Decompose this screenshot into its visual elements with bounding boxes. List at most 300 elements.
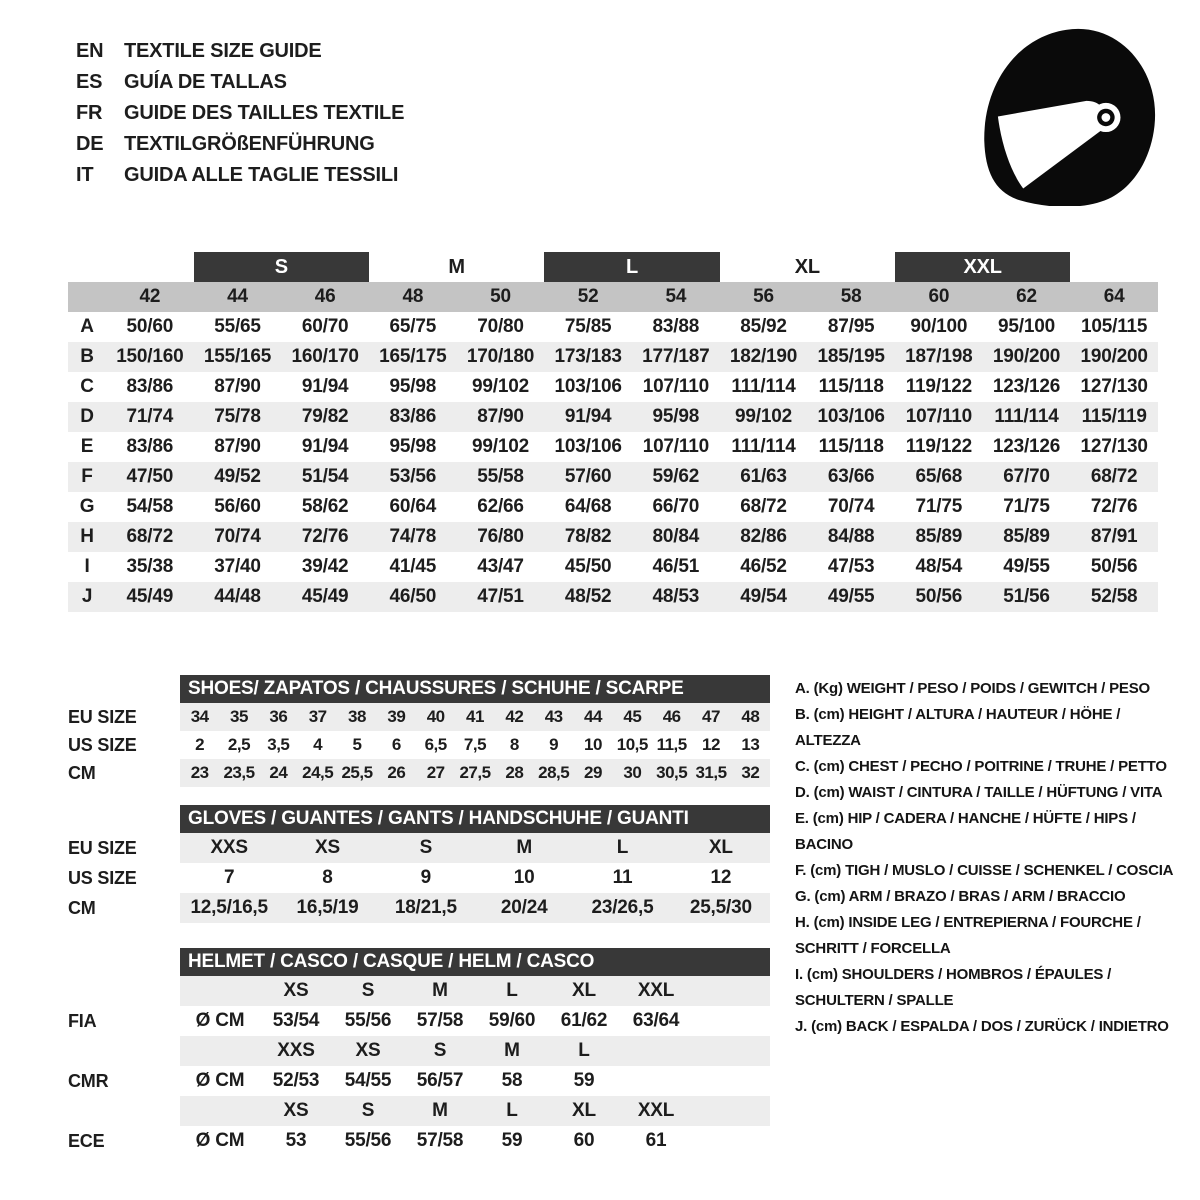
measure-value: 45/49	[301, 586, 349, 607]
measure-row-e	[68, 432, 1158, 462]
shoes-table-title	[180, 675, 770, 703]
measure-value: 99/102	[472, 436, 529, 457]
measure-value: 76/80	[477, 526, 524, 547]
measure-value: 111/114	[731, 376, 796, 397]
size-row-cm	[68, 759, 770, 787]
size-value: 27,5	[459, 763, 491, 782]
measure-value: 95/98	[652, 406, 700, 427]
measure-value: 87/90	[214, 436, 261, 457]
size-value: 6	[391, 735, 401, 754]
measure-value: 39/42	[301, 556, 349, 577]
size-value: 10,5	[616, 735, 648, 754]
size-row-us-size	[68, 863, 770, 893]
helmet-diameter-value: 53	[285, 1130, 307, 1151]
language-code: FR	[76, 102, 103, 124]
measure-value: 51/56	[1003, 586, 1050, 607]
size-value: 41	[466, 707, 484, 726]
size-value: 9	[420, 867, 432, 888]
measure-value: 87/90	[214, 376, 261, 397]
language-code: IT	[76, 164, 94, 186]
language-title-list	[76, 36, 404, 191]
measure-value: 103/106	[554, 376, 622, 397]
measure-value: 65/68	[915, 466, 963, 487]
gloves-size-table	[68, 805, 770, 923]
row-label-empty	[68, 976, 180, 1006]
measure-value: 173/183	[554, 346, 622, 367]
size-value: 12	[710, 867, 732, 888]
measure-value: 103/106	[817, 406, 885, 427]
helmet-diameter-value: 52/53	[272, 1070, 320, 1091]
helmet-table-title	[180, 948, 770, 976]
helmet-sizes-row	[68, 1096, 770, 1126]
helmet-size-label: XXL	[637, 1100, 675, 1121]
measure-value: 177/187	[642, 346, 710, 367]
row-label: US SIZE	[68, 868, 137, 888]
helmet-diameter-value: 61	[645, 1130, 667, 1151]
size-value: 25,5	[341, 763, 373, 782]
standard-label: CMR	[68, 1071, 109, 1091]
helmet-diameter-value: 57/58	[416, 1130, 464, 1151]
helmet-size-label: L	[578, 1040, 590, 1061]
measure-value: 47/50	[126, 466, 174, 487]
shoes-size-table	[68, 675, 770, 787]
language-row	[76, 129, 404, 160]
size-value: 4	[313, 735, 323, 754]
row-label-empty	[68, 1096, 180, 1126]
helmet-values-strip	[180, 1126, 770, 1156]
measure-value: 107/110	[642, 436, 709, 457]
size-value: S	[419, 837, 433, 858]
row-letter: D	[80, 406, 94, 427]
measure-value: 45/50	[564, 556, 612, 577]
measure-value: 64/68	[564, 496, 612, 517]
measure-value: 50/60	[126, 316, 174, 337]
measure-row-g	[68, 492, 1158, 522]
size-number-58: 58	[840, 286, 862, 307]
legend-entry-j: J. (cm) BACK / ESPALDA / DOS / ZURÜCK / INDIETRO	[795, 1018, 1169, 1035]
size-value: 3,5	[267, 735, 290, 754]
size-row-us-size	[68, 731, 770, 759]
measure-value: 119/122	[905, 376, 972, 397]
legend-entry-f: F. (cm) TIGH / MUSLO / CUISSE / SCHENKEL / COSCIA	[795, 862, 1174, 879]
helmet-sizes-row	[68, 976, 770, 1006]
measure-row-h	[68, 522, 1158, 552]
size-group-l: L	[544, 252, 719, 282]
size-value: 30	[623, 763, 642, 782]
gloves-table-title	[180, 805, 770, 833]
empty-cell	[180, 1096, 260, 1126]
size-value: 6,5	[424, 735, 447, 754]
size-value: XXS	[210, 837, 248, 858]
size-value: 7,5	[463, 735, 487, 754]
measure-value: 52/58	[1090, 586, 1138, 607]
measure-value: 83/86	[389, 406, 437, 427]
size-value: 11,5	[656, 735, 687, 754]
measure-value: 95/100	[998, 316, 1055, 337]
row-label: CM	[68, 898, 96, 918]
measure-value: 75/78	[214, 406, 261, 427]
measure-value: 41/45	[389, 556, 437, 577]
size-group-m: M	[448, 256, 465, 278]
helmet-size-label: XL	[572, 980, 596, 1001]
measure-value: 55/65	[214, 316, 261, 337]
size-value: 42	[505, 707, 524, 726]
size-number-56: 56	[753, 286, 774, 307]
measure-value: 68/72	[1090, 466, 1138, 487]
standard-label: ECE	[68, 1131, 105, 1151]
measure-value: 45/49	[126, 586, 174, 607]
size-value: 46	[662, 707, 681, 726]
row-label-empty	[68, 1036, 180, 1066]
size-value: 20/24	[500, 897, 548, 918]
measure-value: 123/126	[992, 436, 1061, 457]
measure-value: 49/52	[214, 466, 261, 487]
language-code: DE	[76, 133, 104, 155]
measure-value: 119/122	[905, 436, 972, 457]
helmet-diameter-value: 56/57	[416, 1070, 464, 1091]
measure-value: 91/94	[301, 436, 349, 457]
size-value: 31,5	[695, 763, 727, 782]
measure-value: 49/55	[827, 586, 875, 607]
row-letter: H	[80, 526, 94, 547]
measure-value: 35/38	[126, 556, 174, 577]
helmet-size-label: XL	[572, 1100, 596, 1121]
helmet-diameter-value: 55/56	[344, 1010, 392, 1031]
legend-entry-c: C. (cm) CHEST / PECHO / POITRINE / TRUHE / PETTO	[795, 758, 1167, 775]
measure-value: 37/40	[214, 556, 261, 577]
corner-cell	[68, 282, 106, 312]
measure-value: 111/114	[994, 406, 1059, 427]
measure-value: 68/72	[740, 496, 787, 517]
measure-value: 50/56	[915, 586, 963, 607]
language-row	[76, 67, 404, 98]
measure-value: 190/200	[992, 346, 1061, 367]
measure-value: 99/102	[735, 406, 792, 427]
measure-value: 48/54	[915, 556, 963, 577]
size-value: 7	[223, 867, 235, 888]
helmet-standard-row-cmr	[68, 1066, 770, 1096]
size-number-44: 44	[227, 286, 248, 307]
helmet-diameter-value: 55/56	[344, 1130, 392, 1151]
measure-row-i	[68, 552, 1158, 582]
diameter-label: Ø CM	[195, 1070, 245, 1091]
row-letter: F	[81, 466, 93, 487]
size-value: 48	[741, 707, 760, 726]
language-title: GUIDE DES TAILLES TEXTILE	[124, 102, 405, 124]
measure-value: 54/58	[126, 496, 174, 517]
size-value: 23	[190, 763, 209, 782]
size-value: 5	[352, 735, 362, 754]
size-value: 16,5/19	[296, 897, 359, 918]
row-letter: C	[80, 376, 94, 397]
measure-value: 57/60	[564, 466, 612, 487]
size-number-header-row	[68, 282, 1158, 312]
measure-value: 71/75	[915, 496, 963, 517]
legend-entry-d: D. (cm) WAIST / CINTURA / TAILLE / HÜFTUNG / VITA	[795, 784, 1163, 801]
size-value: XL	[708, 837, 733, 858]
language-row	[76, 98, 404, 129]
size-value: 28,5	[538, 763, 570, 782]
measure-value: 95/98	[389, 376, 437, 397]
helmet-sizes-strip	[180, 976, 770, 1006]
size-value: 9	[549, 735, 559, 754]
measure-value: 55/58	[477, 466, 524, 487]
measure-value: 99/102	[472, 376, 529, 397]
size-values-strip	[180, 759, 770, 787]
racing-helmet-icon	[968, 26, 1164, 206]
size-number-60: 60	[928, 286, 950, 307]
measure-value: 65/75	[389, 316, 437, 337]
helmet-values-strip	[180, 1066, 770, 1096]
language-title: GUIDA ALLE TAGLIE TESSILI	[124, 164, 399, 186]
size-number-42: 42	[139, 286, 161, 307]
size-value: 36	[269, 707, 288, 726]
size-value: 26	[387, 763, 406, 782]
size-group-xl: XL	[794, 256, 820, 278]
language-row	[76, 36, 404, 67]
measure-value: 62/66	[477, 496, 524, 517]
size-value: 40	[426, 707, 445, 726]
measure-value: 84/88	[827, 526, 875, 547]
helmet-sizes-strip	[180, 1036, 770, 1066]
measure-value: 49/54	[740, 586, 787, 607]
empty-cell	[180, 976, 260, 1006]
measure-value: 47/53	[827, 556, 875, 577]
row-letter: J	[81, 586, 93, 607]
size-group-xxl: XXL	[895, 252, 1070, 282]
measure-value: 70/74	[827, 496, 875, 517]
size-value: 28	[505, 763, 524, 782]
main-size-table	[68, 252, 1158, 612]
helmet-diameter-value: 61/62	[560, 1010, 608, 1031]
measure-row-b	[68, 342, 1158, 372]
helmet-values-strip	[180, 1006, 770, 1036]
size-values-strip	[180, 731, 770, 759]
measure-value: 48/53	[652, 586, 700, 607]
measure-value: 51/54	[301, 466, 349, 487]
measure-value: 105/115	[1081, 316, 1148, 337]
size-number-48: 48	[402, 286, 424, 307]
measure-value: 187/198	[905, 346, 973, 367]
size-number-50: 50	[490, 286, 511, 307]
size-value: L	[616, 837, 629, 858]
measure-row-f	[68, 462, 1158, 492]
measure-value: 90/100	[910, 316, 968, 337]
measure-value: 127/130	[1080, 436, 1148, 457]
helmet-diameter-value: 57/58	[416, 1010, 464, 1031]
measure-value: 67/70	[1003, 466, 1050, 487]
size-value: 37	[308, 707, 327, 726]
size-number-64: 64	[1103, 286, 1125, 307]
measure-value: 75/85	[564, 316, 612, 337]
measure-value: 53/56	[389, 466, 437, 487]
measure-value: 170/180	[466, 346, 535, 367]
helmet-table-title-text: HELMET / CASCO / CASQUE / HELM / CASCO	[188, 951, 595, 972]
measure-value: 56/60	[214, 496, 261, 517]
size-values-strip	[180, 703, 770, 731]
size-row-cm	[68, 893, 770, 923]
size-value: 47	[702, 707, 720, 726]
size-value: M	[516, 837, 532, 858]
helmet-diameter-value: 59	[501, 1130, 523, 1151]
measure-value: 123/126	[992, 376, 1061, 397]
helmet-size-label: XS	[283, 980, 309, 1001]
measure-value: 83/88	[652, 316, 700, 337]
size-value: 24,5	[302, 763, 334, 782]
measure-value: 103/106	[554, 436, 622, 457]
helmet-standard-row-ece	[68, 1126, 770, 1156]
size-values-strip	[180, 893, 770, 923]
helmet-size-label: L	[506, 980, 518, 1001]
legend-entry-a: A. (Kg) WEIGHT / PESO / POIDS / GEWITCH / PESO	[795, 680, 1150, 697]
helmet-diameter-value: 60	[573, 1130, 595, 1151]
measure-value: 115/118	[818, 376, 884, 397]
measure-value: 70/80	[477, 316, 524, 337]
measure-row-j	[68, 582, 1158, 612]
measurement-legend	[795, 676, 1187, 1040]
size-value: 13	[741, 735, 760, 754]
legend-entry-b: B. (cm) HEIGHT / ALTURA / HAUTEUR / HÖHE / ALTEZZA	[795, 706, 1121, 749]
size-value: 10	[513, 867, 535, 888]
measure-value: 160/170	[291, 346, 359, 367]
size-value: 39	[387, 707, 406, 726]
legend-entry-i: I. (cm) SHOULDERS / HOMBROS / ÉPAULES / SCHULTERN / SPALLE	[795, 966, 1112, 1009]
size-value: 43	[544, 707, 563, 726]
helmet-size-label: M	[432, 1100, 448, 1121]
measure-value: 83/86	[126, 436, 174, 457]
row-letter: I	[84, 556, 90, 577]
measure-value: 83/86	[126, 376, 174, 397]
helmet-size-label: M	[504, 1040, 520, 1061]
helmet-diameter-value: 63/64	[632, 1010, 680, 1031]
measure-value: 71/75	[1003, 496, 1050, 517]
size-value: 34	[190, 707, 209, 726]
row-label: US SIZE	[68, 735, 137, 755]
size-value: 29	[584, 763, 602, 782]
measure-value: 111/114	[731, 436, 796, 457]
measure-value: 107/110	[905, 406, 972, 427]
size-value: 27	[426, 763, 445, 782]
helmet-size-label: XS	[355, 1040, 381, 1061]
standard-label: FIA	[68, 1011, 97, 1031]
empty-cell	[180, 1036, 260, 1066]
measure-value: 85/92	[740, 316, 787, 337]
size-value: 12,5/16,5	[190, 897, 268, 918]
language-title: TEXTILGRÖßENFÜHRUNG	[124, 133, 375, 155]
measure-value: 60/64	[389, 496, 437, 517]
helmet-size-label: L	[506, 1100, 518, 1121]
measure-value: 47/51	[477, 586, 524, 607]
diameter-label: Ø CM	[195, 1010, 245, 1031]
measure-value: 87/90	[477, 406, 524, 427]
helmet-diameter-value: 53/54	[272, 1010, 320, 1031]
size-row-eu-size	[68, 833, 770, 863]
size-value: 2	[195, 735, 205, 754]
measure-value: 150/160	[116, 346, 184, 367]
measure-value: 50/56	[1090, 556, 1138, 577]
measure-value: 79/82	[301, 406, 349, 427]
helmet-size-label: XXS	[277, 1040, 315, 1061]
gloves-table-title-text: GLOVES / GUANTES / GANTS / HANDSCHUHE / GUANTI	[188, 808, 689, 829]
measure-value: 49/55	[1003, 556, 1050, 577]
helmet-diameter-value: 59/60	[488, 1010, 536, 1031]
helmet-size-label: XS	[283, 1100, 309, 1121]
language-code: EN	[76, 40, 104, 62]
measure-value: 72/76	[301, 526, 349, 547]
size-value: 8	[322, 867, 333, 888]
row-letter: B	[80, 346, 94, 367]
measure-value: 80/84	[652, 526, 700, 547]
language-row	[76, 160, 404, 191]
measure-value: 74/78	[389, 526, 437, 547]
measure-value: 127/130	[1080, 376, 1148, 397]
measure-value: 63/66	[827, 466, 875, 487]
measure-value: 190/200	[1080, 346, 1148, 367]
measure-value: 46/51	[652, 556, 700, 577]
measure-value: 82/86	[740, 526, 787, 547]
measure-row-c	[68, 372, 1158, 402]
measure-value: 72/76	[1090, 496, 1138, 517]
helmet-sizes-strip	[180, 1096, 770, 1126]
language-title: GUÍA DE TALLAS	[124, 71, 287, 93]
size-value: 24	[269, 763, 288, 782]
size-value: 45	[623, 707, 642, 726]
measure-value: 155/165	[203, 346, 272, 367]
row-label: EU SIZE	[68, 838, 137, 858]
measure-value: 46/50	[389, 586, 437, 607]
diameter-label: Ø CM	[195, 1130, 245, 1151]
row-letter: E	[80, 436, 94, 457]
measure-value: 44/48	[214, 586, 261, 607]
measure-value: 58/62	[301, 496, 349, 517]
helmet-size-label: XXL	[637, 980, 675, 1001]
measure-value: 85/89	[915, 526, 963, 547]
size-value: XS	[315, 837, 340, 858]
helmet-diameter-value: 54/55	[344, 1070, 392, 1091]
helmet-diameter-value: 58	[501, 1070, 523, 1091]
size-values-strip	[180, 863, 770, 893]
helmet-size-label: M	[432, 980, 448, 1001]
measure-value: 165/175	[379, 346, 447, 367]
helmet-size-table	[68, 948, 770, 1156]
helmet-size-label: S	[433, 1040, 447, 1061]
measure-value: 71/74	[126, 406, 174, 427]
size-value: 8	[509, 735, 519, 754]
helmet-standard-row-fia	[68, 1006, 770, 1036]
measure-value: 182/190	[729, 346, 798, 367]
legend-entry-e: E. (cm) HIP / CADERA / HANCHE / HÜFTE / HIPS / BACINO	[795, 810, 1136, 853]
measure-value: 48/52	[564, 586, 612, 607]
measure-value: 185/195	[817, 346, 885, 367]
measure-value: 91/94	[564, 406, 612, 427]
size-value: 44	[584, 707, 602, 726]
size-value: 38	[348, 707, 366, 726]
helmet-diameter-value: 59	[573, 1070, 595, 1091]
helmet-sizes-row	[68, 1036, 770, 1066]
measure-value: 66/70	[652, 496, 700, 517]
language-title: TEXTILE SIZE GUIDE	[124, 40, 322, 62]
row-letter: A	[80, 316, 94, 337]
size-number-54: 54	[665, 286, 687, 307]
size-value: 2,5	[227, 735, 251, 754]
size-value: 11	[612, 867, 633, 888]
measure-value: 68/72	[126, 526, 174, 547]
measure-value: 61/63	[740, 466, 787, 487]
size-value: 12	[702, 735, 720, 754]
measure-value: 85/89	[1003, 526, 1050, 547]
size-number-52: 52	[577, 286, 599, 307]
row-label: EU SIZE	[68, 707, 137, 727]
